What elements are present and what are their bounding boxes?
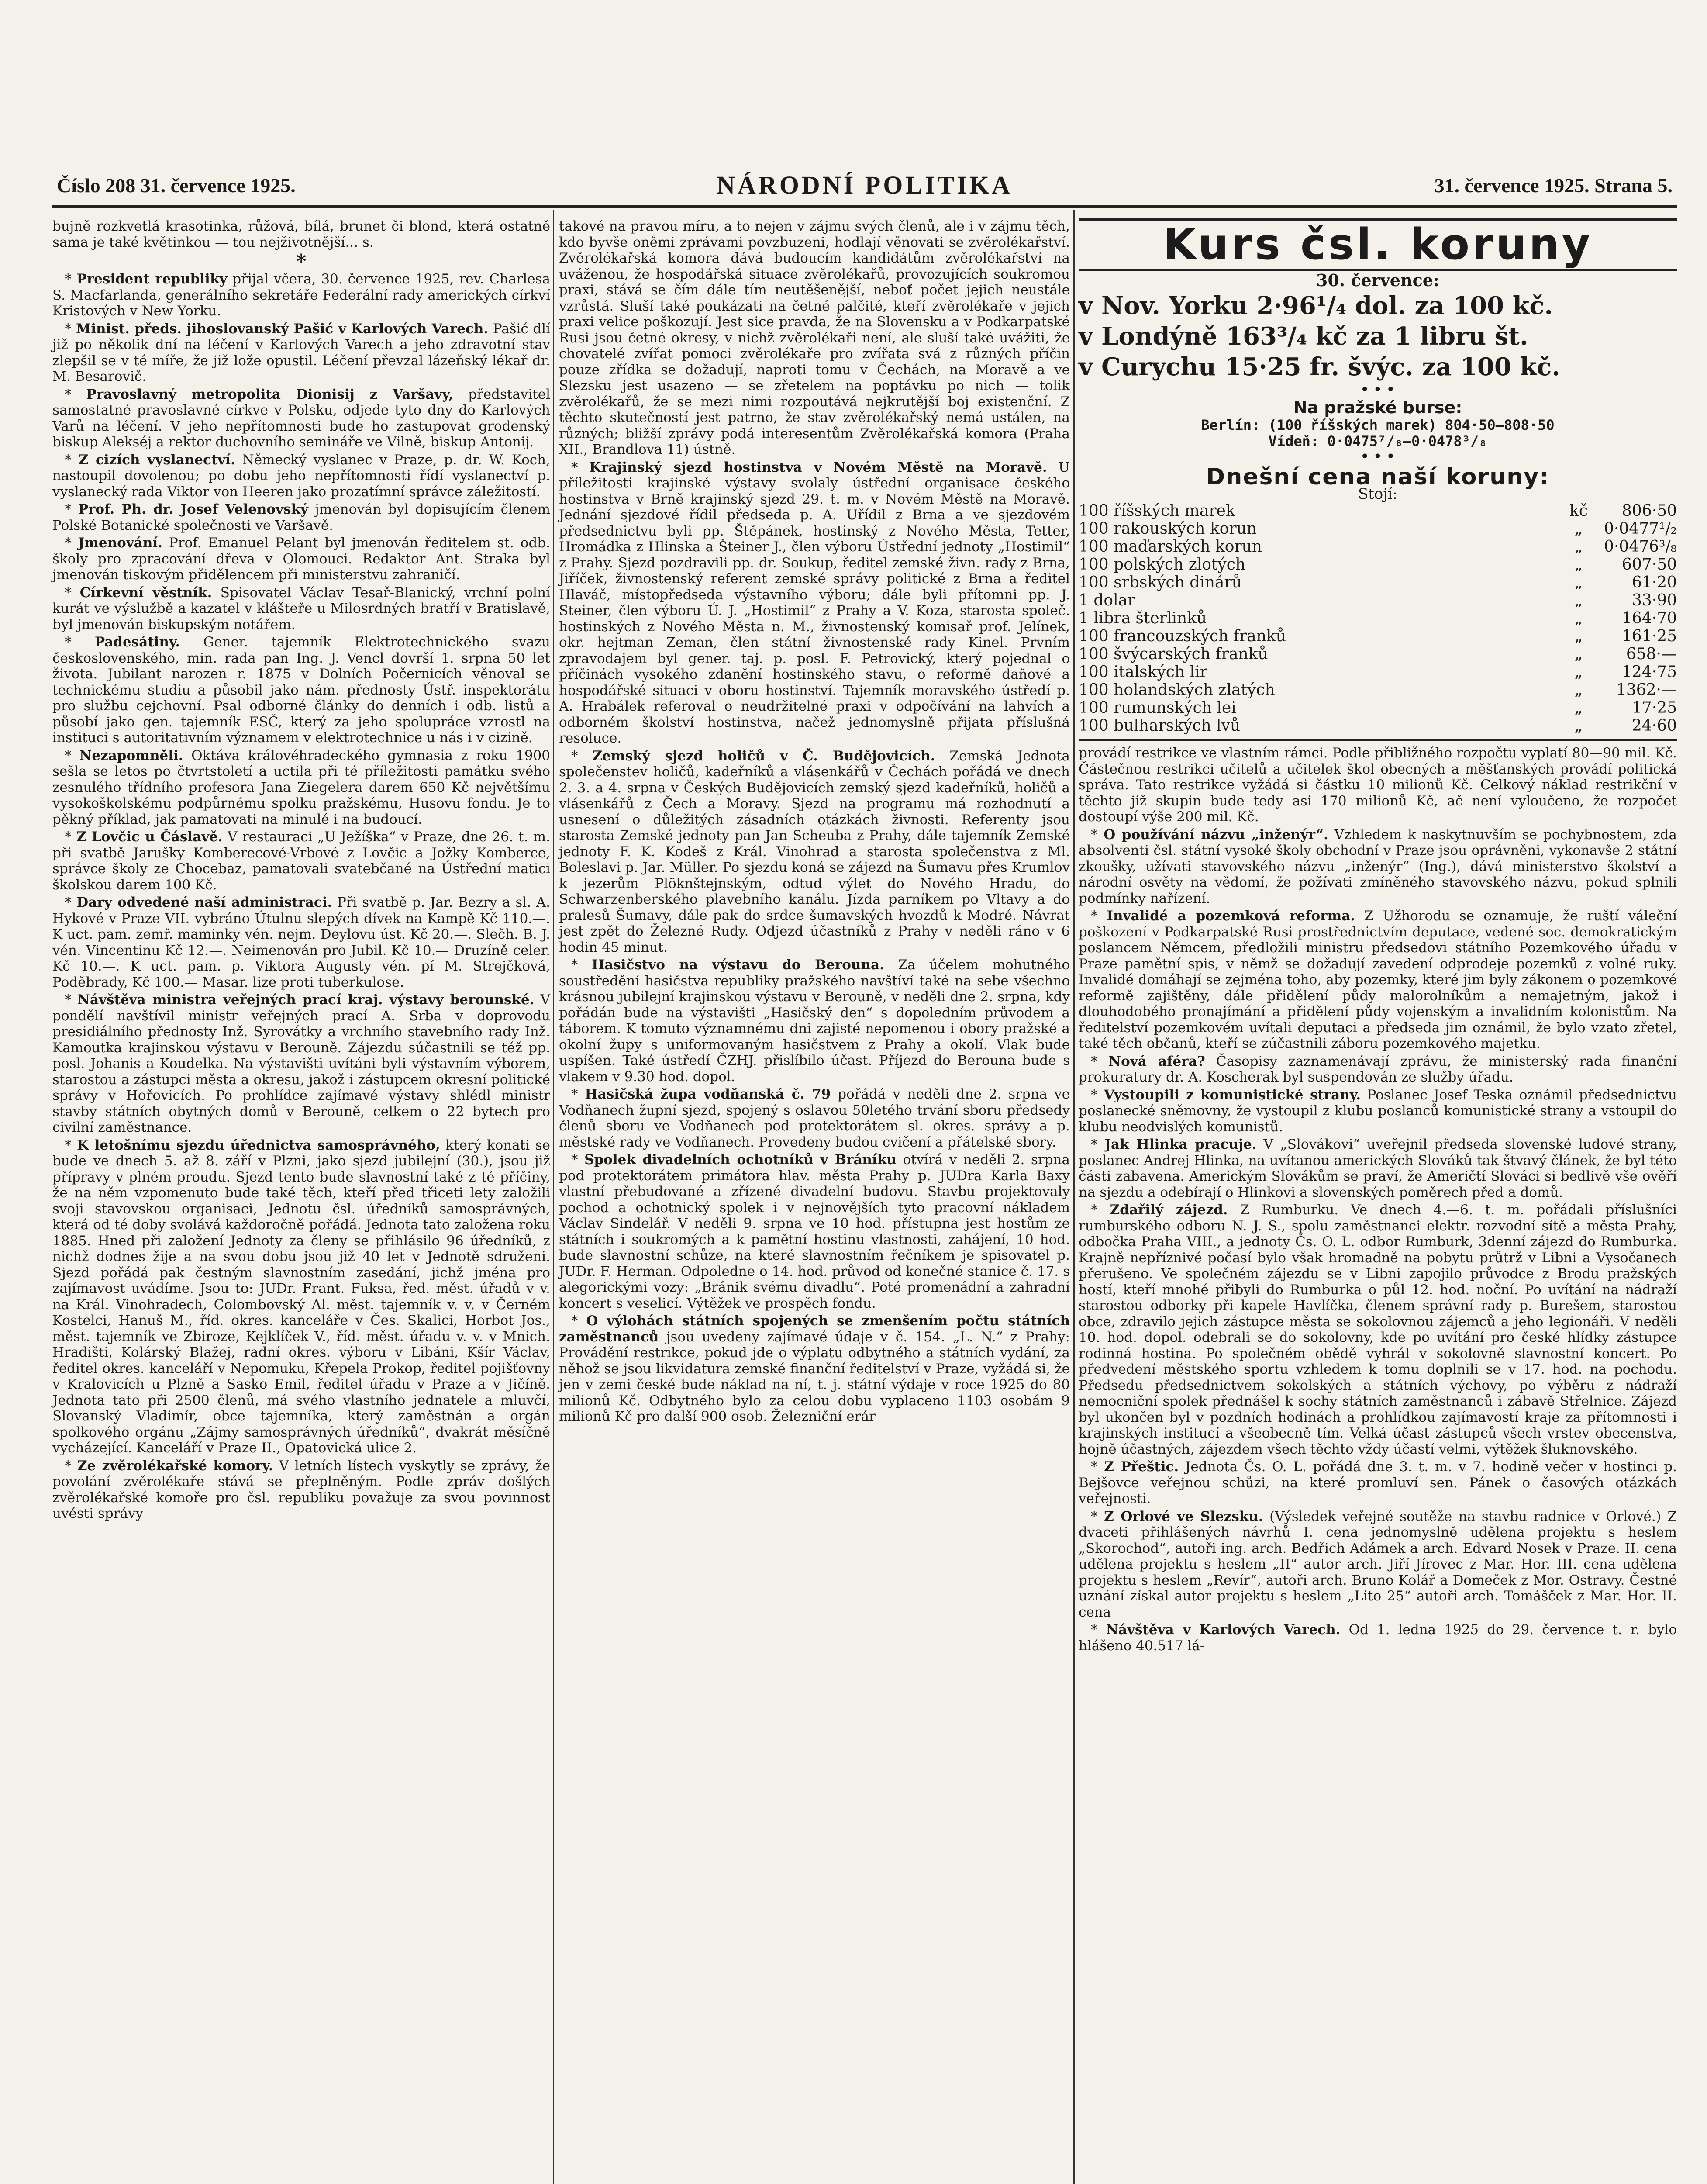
rate-value: 658·— (1626, 645, 1677, 663)
article-title: Pravoslavný metropolita Dionisij z Varšavy, (86, 386, 454, 402)
rate-row (1079, 591, 1677, 609)
article-text: Z Rumburku. Ve dnech 4.—6. t. m. pořádali příslušníci rumburského odboru N. J. S., spolu zaměstnanci elektr. rozvodní sítě a města Prahy, odbočka Praha VIII., a jednoty Čs. O. L. odbor Rumburk, 3denní zájezd do Rumburka. Krajně nepříznivé počasí bylo však hromadně na pobytu průtrž v Libni a Vysočanech přerušeno. Ve společném zájezdu se v Libni zapojilo průvodce z Brodu pražských hostí, kteří mnohé přibyli do Rumburka o půl 12. hod. noční. Po uvítání na nádraží starostou odborky při kapele Havlíčka, členem správní rady p. Burešem, starostou obce, zdravilo jejich zástupce města se sokolovnou zájemců a jeho legionáři. V neděli 10. hod. dopol. odebrali se do sokolovny, kde po uvítání pro české hlídky zástupce rodinná hostina. Po společném obědě vyhrál v sokolovně slavnostní koncert. Po předvedení městského sportu vzhledem k tomu doplnili se v 17. hod. na pochodu. Předsedu předsednictvem sokolských a státních výchovy, po výběru z nádraží nemocniční spolek přednášel k sochy státních zaměstnanců i zábavě Střelnice. Zájezd byl ukončen byl v pozdních hodinách a prohlídkou zajímavostí kraje za přítomnosti i krajinských institucí a všeobecně tím. Velká účast zástupců všech vrstev obecenstva, hojně účastných, zájezdem všech těchto vždy účastí velmi, výtěžek šluknovského. (1079, 1202, 1677, 1457)
article-title: Jmenování. (78, 535, 163, 551)
article-title: Minist. předs. jihoslovanský Pašić v Karlových Varech. (76, 321, 489, 337)
article-list (1079, 827, 1677, 1654)
article-text: Časopisy zaznamenávají zprávu, že ministerský rada finanční prokuratury dr. A. Koscherak byl suspendován ze služby úřadu. (1079, 1053, 1677, 1085)
rate-unit: „ (1574, 520, 1583, 538)
article-title: Církevní věstník. (79, 584, 212, 601)
stoji-label: Stojí: (1358, 485, 1398, 503)
article-text: který konati se bude ve dnech 5. až 8. září v Plzni, jako sjezd jubilejní (30.), jsou již přípravy v plném proudu. Sjezd tento bude slavnostní také z té příčiny, že na něm vzpomenuto bude také těch, kteří před třiceti lety založili svoji stavovskou organisaci, Jednotu čsl. úředníků samosprávných, která od té doby svolává každoročně pořádá. Jednota tato založena roku 1885. Hned při založení Jednoty za členy se přihlásilo 96 úředníků, z nichž dodnes žije a na svou dobu jsou již 40 let v Jednotě sdruženi. Sjezd pořádá pak čestným slavnostním zasedání, jichž jména pro zajímavost uvádíme. Jsou to: JUDr. Frant. Fuksa, řed. měst. úřadů v v. na Král. Vinohradech, Colombovský Al. měst. tajemník v. v. v Černém Kostelci, Hanuš M., říd. okres. kanceláře v Čes. Skalici, Horbot Jos., měst. tajemník ve Zbiroze, Kejklíček V., říd. měst. úřadu v. v. v Mnich. Hradišti, Kolárský Blažej, radní okres. výboru v Libáni, Kšír Václav, ředitel okres. kanceláří v Nepomuku, Křepela Prokop, ředitel pojišťovny v Kralovicích u Plzně a Sasko Emil, ředitel úřadu v Praze a v Jičíně. Jednota tato při 2500 členů, má svého vlastního jednatele a mluvčí, Slovanský Vladimír, obce tajemníka, který zaměstnán a orgán spolkového orgánu „Zájmy samosprávných úředníků“, dvakrát měsíčně vycházející. Kanceláří v Praze II., Opatovická ulice 2. (52, 1137, 551, 1456)
column-1 (52, 218, 550, 1524)
article-title: Z cizích vyslanectví. (78, 452, 235, 468)
article-text: Za účelem mohutného soustředění hasičstva republiky pražského navštíví také na sebe všechno krásnou jubilejní krajinskou výstavu v Berouně, v neděli dne 2. srpna, kdy pořádán bude na výstavišti „Hasičský den“ s dopoledním průvodem a táborem. K tomuto významnému dni zajisté nepomenou i obory pražské a okolní župy s uniformovaným hasičstvem z Prahy a okolí. Vlak bude uspíšen. Také ústředí ČZHJ. přislíbilo účast. Příjezd do Berouna bude s vlakem v 9.30 hod. dopol. (559, 957, 1070, 1085)
burse-berlin: Berlín: (100 říšských marek) 804·50—808·50 (1201, 417, 1555, 433)
article: * Jmenování. Prof. Emanuel Pelant byl jmenován ředitelem st. odb. školy pro zpracování dřeva v Olomouci. Redaktor Ant. Straka byl jmenován tiskovým přidělencem při ministerstvu zahraničí. (52, 535, 550, 583)
article: * Církevní věstník. Spisovatel Václav Tesař-Blanický, vrchní polní kurát ve výslužbě a kazatel v klášteře u Milosrdných bratří v Bratislavě, byl jmenován biskupským notářem. (52, 584, 550, 632)
article-text: pořádá v neděli dne 2. srpna ve Vodňanech župní sjezd, spojený s oslavou 50letého trvání sboru předsedy členů sboru ve Vodňanech pod protektorátem sl. okres. správy a p. městské rady ve Vodňanech. Provedeny budou cvičení a přátelské sbory. (559, 1086, 1070, 1150)
article-title: Dary odvedené naší administraci. (76, 895, 332, 910)
rate-label: 100 švýcarských franků (1079, 645, 1268, 663)
article-text: Pašić dlí již po několik dní na léčení v Karlových Varech a jeho zdravotní stav zlepšil se v té míře, že již lože opustil. Léčení převzal lázeňský lékař dr. M. Besarovič. (52, 321, 550, 384)
article-title: Hasičstvo na výstavu do Berouna. (591, 957, 884, 973)
article-title: Krajinský sjezd hostinstva v Novém Městě na Moravě. (589, 459, 1047, 475)
article-title: K letošnímu sjezdu úřednictva samosprávného, (77, 1137, 440, 1153)
rate-row (1079, 699, 1677, 717)
article: * Nová aféra? Časopisy zaznamenávají zprávu, že ministerský rada finanční prokuratury dr. A. Koscherak byl suspendován ze služby úřadu. (1079, 1053, 1677, 1085)
article-text: Prof. Emanuel Pelant byl jmenován ředitelem st. odb. školy pro zpracování dřeva v Olomouci. Redaktor Ant. Straka byl jmenován tiskovým přidělencem při ministerstvu zahraničí. (52, 535, 550, 583)
column-rule (553, 210, 554, 2184)
article-title: Z Orlové ve Slezsku. (1104, 1508, 1263, 1524)
intro-text: bujně rozkvetlá krasotinka, růžová, bílá, brunet či blond, která ostatně sama je také květinkou — tou nejživotnější... s. (52, 218, 550, 250)
date-page-info: 31. července 1925. Strana 5. (1434, 174, 1673, 197)
cena-title: Dnešní cena naší koruny: (1206, 464, 1549, 490)
kurs-title: Kurs čsl. koruny (1079, 218, 1677, 271)
article-title: Návštěva ministra veřejných prací kraj. výstavy berounské. (77, 992, 535, 1008)
article-text: Vzhledem k naskytnuvším se pochybnostem, zda absolventi čsl. státní vysoké školy obchodní v Praze jsou oprávněni, vykonavše 2 státní zkoušky, užívati stavovského názvu „inženýr“ (Ing.), dává ministerstvo školství a národní osvěty na vědomí, že požívati zmíněného stavovského názvu, pokud splnili podmínky nařízení. (1079, 826, 1677, 906)
article-text: Spisovatel Václav Tesař-Blanický, vrchní polní kurát ve výslužbě a kazatel v klášteře u Milosrdných bratří v Bratislavě, byl jmenován biskupským notářem. (52, 584, 550, 632)
article-title: Z Přeštic. (1104, 1459, 1179, 1475)
rate-value: 161·25 (1622, 627, 1677, 645)
rate-value: 124·75 (1622, 663, 1677, 681)
article-text: U příležitosti krajinské výstavy svolaly ústřední organisace českého hostinstva v Brně krajinský sjezd 29. t. m. v Novém Městě na Moravě. Jednání sjezdové řídil předseda p. A. Uřídil z Brna a ve sjezdovém předsednictvu byli pp. Štěpánek, hostinský z Nového Města, Tetter, Hromádka z Hlinska a Šteiner J., člen výboru Ústřední jednoty „Hostimil“ z Prahy. Sjezd pozdravili pp. dr. Soukup, ředitel zemské živn. rady z Brna, Jiříček, živnostenský referent zemské správy politické z Brna a ředitel Hlaváč, místopředseda výstavního výboru; dále byli přítomni pp. J. Steiner, člen výboru Ú. J. „Hostimil“ z Prahy a V. Koza, starosta společ. hostinských z Nového Města n. M., živnostenský komisař prof. Jelínek, okr. hejtman Zeman, člen státní živnostenské rady Kinel. Prvním zpravodajem byl gener. taj. p. posl. F. Petrovický, který pojednal o příčinách vysokého zdanění hostinského stavu, o reformě daňové a hospodářské situaci v oboru hostinství. Tajemník moravského ústředí p. A. Hrabálek referoval o neudržitelné praxi v odpočívání na lahvích a odborném školství hostinstva, načež jednomyslně přijata příslušná resoluce. (559, 459, 1070, 746)
article: * President republiky přijal včera, 30. července 1925, rev. Charlesa S. Macfarlanda, generálního sekretáře Federální rady amerických církví Kristových v New Yorku. (52, 271, 550, 319)
article: * Z Orlové ve Slezsku. (Výsledek veřejné soutěže na stavbu radnice v Orlové.) Z dvaceti přihlášených návrhů I. cena jednomyslně udělena projektu s heslem „Skorochod“, autoři ing. arch. Bedřich Adámek a arch. Edvard Nosek v Praze. II. cena udělena projektu s heslem „II“ autor arch. Jiří Jírovec z Mar. Hor. III. cena udělena projektu s heslem „Revír“, autoři arch. Bruno Kolář a Domeček z Mor. Ostravy. Čestné uznání získal autor projektu s heslem „Lito 25“ autoři arch. Tomášček z Mar. Hor. II. cena (1079, 1508, 1677, 1620)
article-text: Z Užhorodu se oznamuje, že ruští váleční poškození v Podkarpatské Rusi prostřednictvím deputace, vedené soc. demokratickým poslancem Němcem, předložili ministru předsedovi státního Pozemkového úřadu v Praze pamětní spis, v němž se dožadují zavedení odprodeje pozemků z volné ruky. Invalidé domáhají se zejména toho, aby pozemky, které jim byly zákonem o pozemkové reformě zajištěny, dále přidělení půdy malorolníkům a nemajetným, jakož i dlouhodobého pronajímání a přidělení půdy vojenským a invalidním kolonistům. Na ředitelství pozemkovém uvítali deputaci a předseda jim oznámil, že bylo vzato zřetel, také těch občanů, kteří se zúčastnili záboru pozemkového majetku. (1079, 908, 1677, 1051)
kurs-line-london: v Londýně 163³/₄ kč za 1 libru št. (1079, 321, 1528, 351)
article-text: Oktáva královéhradeckého gymnasia z roku 1900 sešla se letos po čtvrtstoletí a uctila při té příležitosti památku svého zesnulého třídního profesora Jana Ziegelera darem 650 Kč největšímu vysokoškolskému podpůrnému spolku pražskému, Husovu fondu. Je to pěkný příklad, jak pamatovati na minulé i na budoucí. (52, 747, 551, 827)
rate-value: 806·50 (1622, 502, 1677, 520)
rate-row (1079, 663, 1677, 681)
rate-unit: „ (1574, 609, 1583, 627)
rate-row (1079, 627, 1677, 645)
article-text: Německý vyslanec v Praze, p. dr. W. Koch, nastoupil dovolenou; po dobu jeho nepřítomnosti řídí vyslanectví p. vyslanecký rada Viktor von Heeren jako prozatímní správce záležitostí. (52, 452, 550, 500)
article: * Padesátiny. Gener. tajemník Elektrotechnického svazu československého, min. rada pan Ing. J. Vencl dovrší 1. srpna 50 let života. Jubilant narozen r. 1875 v Dolních Počernicích věnoval se technickému studiu a působil jako nám. přednosty Ústř. inspektorátu pro službu cejchovní. Psal odborné články do denních i odb. listů a působí jako gen. tajemník ESČ, který za jeho spolupráce vzrostl na instituci s autoritativním významem v elektrotechnice u nás i v cizině. (52, 634, 551, 746)
article-list (559, 460, 1070, 1425)
article-text: otvírá v neděli 2. srpna pod protektorátem primátora hlav. města Prahy p. JUDra Karla Baxy vlastní přebudované a zřízené divadelní budovu. Stavbu projektovaly pochod a ochotnický spolek i v nejnovějších tyto pracovní nákladem Václav Sindelář. V neděli 9. srpna ve 10 hod. přístupna jest hostům ze státních i soukromých a k pamětní hostinu vlastnosti, zahájení, 10 hod. bude slavnostní schůze, na které slavnostním řečníkem je spisovatel p. JUDr. F. Herman. Odpoledne o 14. hod. průvod od konečné stanice č. 17. s alegorickými vozy: „Bránik svému divadlu“. Poté promenádní a zahradní koncert s veselicí. Výtěžek ve prospěch fondu. (559, 1152, 1070, 1311)
article: * Vystoupili z komunistické strany. Poslanec Josef Teska oznámil předsednictvu poslanecké sněmovny, že vystoupil z klubu poslanců komunistické strany a vstoupil do klubu neodvislých komunistů. (1079, 1087, 1677, 1135)
article-text: jsou uvedeny zajímavé údaje v č. 154. „L. N.“ z Prahy: Provádění restrikce, pokud jde o výplatu odbytného a státních vydání, za něhož se jsou likvidatura zemské finanční ředitelství v Praze, vyžádá si, že jen v zemi české bude náklad na ní, t. j. státní výdaje v roce 1925 do 80 milionů Kč. Odbytného bylo za celou dobu vyplaceno 1103 osobám 9 milionů Kč pro další 900 osob. Železniční erár (559, 1329, 1070, 1424)
article: * Z Přeštic. Jednota Čs. O. L. pořádá dne 3. t. m. v 7. hodině večer v hostinci p. Bejšovce veřejnou schůzi, na které promluví sen. Pánek o časových otázkách veřejnosti. (1079, 1459, 1677, 1507)
separator-dots: • • • (1360, 449, 1395, 464)
article: * Spolek divadelních ochotníků v Bráníku otvírá v neděli 2. srpna pod protektorátem primátora hlav. města Prahy p. JUDra Karla Baxy vlastní přebudované a zřízené divadelní budovu. Stavbu projektovaly pochod a ochotnický spolek i v nejnovějších tyto pracovní nákladem Václav Sindelář. V neděli 9. srpna ve 10 hod. přístupna jest hostům ze státních i soukromých a k pamětní hostinu vlastnosti, zahájení, 10 hod. bude slavnostní schůze, na které slavnostním řečníkem je spisovatel p. JUDr. F. Herman. Odpoledne o 14. hod. průvod od konečné stanice č. 17. s alegorickými vozy: „Bránik svému divadlu“. Poté promenádní a zahradní koncert s veselicí. Výtěžek ve prospěch fondu. (559, 1152, 1070, 1311)
article: * Hasičstvo na výstavu do Berouna. Za účelem mohutného soustředění hasičstva republiky pražského navštíví také na sebe všechno krásnou jubilejní krajinskou výstavu v Berouně, v neděli dne 2. srpna, kdy pořádán bude na výstavišti „Hasičský den“ s dopoledním průvodem a táborem. K tomuto významnému dni zajisté nepomenou i obory pražské a okolní župy s uniformovaným hasičstvem z Prahy a okolí. Vlak bude uspíšen. Také ústředí ČZHJ. přislíbilo účast. Příjezd do Berouna bude s vlakem v 9.30 hod. dopol. (559, 957, 1070, 1085)
article: * Zemský sjezd holičů v Č. Budějovicích. Zemská Jednota společenstev holičů, kadeřníků a vlásenkářů v Čechách pořádá ve dnech 2. 3. a 4. srpna v Českých Budějovicích zemský sjezd kadeřníků, holičů a vlásenkářů z Čech a Moravy. Sjezd na programu má rozhodnutí a usnesení o důležitých zásadních otázkách živnosti. Referenty jsou starosta Zemské jednoty pan Jan Scheuba z Prahy, dále tajemník Zemské jednoty F. K. Kodeš z Král. Vinohrad a starosta společenstva z Ml. Boleslavi p. Jar. Müller. Po sjezdu koná se zájezd na Šumavu přes Krumlov k jezerům Plöknštejnským, odtud výlet do Nového Hradu, do Schwarzenberského plavebního kanálu. Jízda parníkem po Vltavy a do pralesů Šumavy, dále pak do srdce šumavských hvozdů k Modré. Návrat jest zpět do Železné Rudy. Odjezd účastníků z Prahy v neděli ráno v 6 hodin 45 minut. (559, 748, 1070, 955)
burse-vienna: Vídeň: 0·0475⁷/₈—0·0478³/₈ (1268, 432, 1487, 449)
article: * Ze zvěrolékařské komory. V letních lístech vyskytly se zprávy, že povolání zvěrolékaře stává se přeplněným. Podle zpráv došlých zvěrolékařské komoře pro čsl. republiku považuje za svou povinnost uvésti správy (52, 1458, 550, 1521)
rate-row (1079, 681, 1677, 699)
rate-label: 100 říšských marek (1079, 502, 1235, 520)
article-text: V „Slovákovi“ uveřejnil předseda slovenské ludové strany, poslanec Andrej Hlinka, na uvítanou amerických Slováků tak štvavý článek, že byl této části zabavena. Americkým Slovákům se praví, že Američtí Slováci si bedlivě vše ověří na sjezdu a odebírají o Hlinkovi a slovenských poměrech před a domů. (1079, 1137, 1677, 1200)
kurs-line-ny: v Nov. Yorku 2·96¹/₄ dol. za 100 kč. (1079, 291, 1553, 320)
article-title: Hasičská župa vodňanská č. 79 (585, 1086, 831, 1102)
article-text: V restauraci „U Ježíška“ v Praze, dne 26. t. m. při svatbě Jarušky Komberecové-Vrbové z Lovčic a Jožky Komberce, správce školy ze Chocebaz, pamatovali svatebčané na Ústřední matici školskou darem 100 Kč. (52, 829, 551, 893)
rate-label: 100 srbských dinárů (1079, 574, 1242, 591)
article: * Minist. předs. jihoslovanský Pašić v Karlových Varech. Pašić dlí již po několik dní na léčení v Karlových Varech a jeho zdravotní stav zlepšil se v té míře, že již lože opustil. Léčení převzal lázeňský lékař dr. M. Besarovič. (52, 321, 550, 384)
rate-unit: „ (1574, 645, 1583, 663)
rate-label: 100 maďarských korun (1079, 538, 1262, 556)
rate-unit: „ (1574, 699, 1583, 717)
rate-value: 24·60 (1631, 717, 1677, 735)
rate-unit: „ (1574, 663, 1583, 681)
article-text: (Výsledek veřejné soutěže na stavbu radnice v Orlové.) Z dvaceti přihlášených návrhů I. cena jednomyslně udělena projektu s heslem „Skorochod“, autoři ing. arch. Bedřich Adámek a arch. Edvard Nosek v Praze. II. cena udělena projektu s heslem „II“ autor arch. Jiří Jírovec z Mar. Hor. III. cena udělena projektu s heslem „Revír“, autoři arch. Bruno Kolář a Domeček z Mor. Ostravy. Čestné uznání získal autor projektu s heslem „Lito 25“ autoři arch. Tomášček z Mar. Hor. II. cena (1079, 1508, 1677, 1620)
rate-row (1079, 609, 1677, 627)
rate-row (1079, 502, 1677, 520)
article-title: Návštěva v Karlových Varech. (1106, 1622, 1341, 1638)
rate-unit: „ (1574, 556, 1583, 574)
rate-row (1079, 717, 1677, 735)
article-text: Jednota Čs. O. L. pořádá dne 3. t. m. v 7. hodině večer v hostinci p. Bejšovce veřejnou schůzi, na které promluví sen. Pánek o časových otázkách veřejnosti. (1079, 1459, 1677, 1507)
rates-table (1079, 502, 1677, 735)
rate-label: 100 rumunských lei (1079, 699, 1236, 717)
rate-row (1079, 574, 1677, 591)
rate-unit: „ (1574, 591, 1583, 609)
article-text: Gener. tajemník Elektrotechnického svazu československého, min. rada pan Ing. J. Vencl dovrší 1. srpna 50 let života. Jubilant narozen r. 1875 v Dolních Počernicích věnoval se technickému studiu a působil jako nám. přednosty Ústř. inspektorátu pro službu cejchovní. Psal odborné články do denních i odb. listů a působí jako gen. tajemník ESČ, který za jeho spolupráce vzrostl na instituci s autoritativním významem v elektrotechnice u nás i v cizině. (52, 634, 551, 746)
article-text: jmenován byl dopisujícím členem Polské Botanické společnosti ve Varšavě. (52, 501, 550, 533)
newspaper-header (52, 166, 1677, 208)
article-title: Prof. Ph. dr. Josef Velenovský (78, 501, 309, 517)
rate-row (1079, 538, 1677, 556)
article: * Z cizích vyslanectví. Německý vyslanec v Praze, p. dr. W. Koch, nastoupil dovolenou; po dobu jeho nepřítomnosti řídí vyslanectví p. vyslanecký rada Viktor von Heeren jako prozatímní správce záležitostí. (52, 452, 550, 500)
article: * Návštěva v Karlových Varech. Od 1. ledna 1925 do 29. července t. r. bylo hlášeno 40.517 lá- (1079, 1622, 1677, 1654)
article: * O výlohách státních spojených se zmenšením počtu státních zaměstnanců jsou uvedeny zajímavé údaje v č. 154. „L. N.“ z Prahy: Provádění restrikce, pokud jde o výplatu odbytného a státních vydání, za něhož se jsou likvidatura zemské finanční ředitelství v Praze, vyžádá si, že jen v zemi české bude náklad na ní, t. j. státní výdaje v roce 1925 do 80 milionů Kč. Odbytného bylo za celou dobu vyplaceno 1103 osobám 9 milionů Kč pro další 900 osob. Železniční erár (559, 1313, 1070, 1424)
column-rule (1073, 210, 1075, 2184)
rate-value: 33·90 (1631, 591, 1677, 609)
article-text: Při svatbě p. Jar. Bezry a sl. A. Hykové v Praze VII. vybráno Útulnu slepých dívek na Kampě Kč 110.—. K uct. pam. zemř. maminky vén. nejm. Deylovu úst. Kč 20.—. Slečh. B. J. vén. Vincentinu Kč 12.—. Neimenován pro Jubil. Kč 10.— Druzíně celer. Kč 10.—. K uct. pam. p. Viktora Augusty vén. pí M. Strejčková, Poděbrady, Kč 100.— Masar. lize proti tuberkulose. (52, 895, 550, 990)
rate-unit: „ (1574, 717, 1583, 735)
section-star: * (296, 250, 307, 273)
column-3 (1079, 218, 1677, 1655)
rate-label: 100 francouzských franků (1079, 627, 1286, 645)
article-title: O výlohách státních spojených se zmenšením počtu státních zaměstnanců (559, 1313, 1070, 1345)
kurs-line-zurich: v Curychu 15·25 fr. švýc. za 100 kč. (1079, 352, 1560, 381)
rate-unit: kč (1569, 502, 1588, 520)
article: * Jak Hlinka pracuje. V „Slovákovi“ uveřejnil předseda slovenské ludové strany, poslanec Andrej Hlinka, na uvítanou amerických Slováků tak štvavý článek, že byl této části zabavena. Americkým Slovákům se praví, že Američtí Slováci si bedlivě vše ověří na sjezdu a odebírají o Hlinkovi a slovenských poměrech před a domů. (1079, 1137, 1677, 1200)
article: * Zdařilý zájezd. Z Rumburku. Ve dnech 4.—6. t. m. pořádali příslušníci rumburského odboru N. J. S., spolu zaměstnanci elektr. rozvodní sítě a města Prahy, odbočka Praha VIII., a jednoty Čs. O. L. odbor Rumburk, 3denní zájezd do Rumburka. Krajně nepříznivé počasí bylo však hromadně na pobytu průtrž v Libni a Vysočanech přerušeno. Ve společném zájezdu se v Libni zapojilo průvodce z Brodu pražských hostí, kteří mnohé přibyli do Rumburka o půl 12. hod. noční. Po uvítání na nádraží starostou odborky při kapele Havlíčka, členem správní rady p. Burešem, starostou obce, zdravilo jejich zástupce města se sokolovnou zájemců a jeho legionáři. V neděli 10. hod. dopol. odebrali se do sokolovny, kde po uvítání pro české hlídky zástupce rodinná hostina. Po společném obědě vyhrál v sokolovně slavnostní koncert. Po předvedení městského sportu vzhledem k tomu doplnili se v 17. hod. na pochodu. Předsedu předsednictvem sokolských a státních výchovy, po výběru z nádraží nemocniční spolek přednášel k sochy státních zaměstnanců i zábavě Střelnice. Zájezd byl ukončen byl v pozdních hodinách a prohlídkou zajímavostí kraje za přítomnosti i krajinských institucí a všeobecně tím. Velká účast zástupců všech vrstev obecenstva, hojně účastných, zájezdem všech těchto vždy účastí velmi, výtěžek šluknovského. (1079, 1202, 1677, 1457)
rate-unit: „ (1574, 627, 1583, 645)
rate-row (1079, 520, 1677, 538)
article: * Krajinský sjezd hostinstva v Novém Městě na Moravě. U příležitosti krajinské výstavy svolaly ústřední organisace českého hostinstva v Brně krajinský sjezd 29. t. m. v Novém Městě na Moravě. Jednání sjezdové řídil předseda p. A. Uřídil z Brna a ve sjezdovém předsednictvu byli pp. Štěpánek, hostinský z Nového Města, Tetter, Hromádka z Hlinska a Šteiner J., člen výboru Ústřední jednoty „Hostimil“ z Prahy. Sjezd pozdravili pp. dr. Soukup, ředitel zemské živn. rady z Brna, Jiříček, živnostenský referent zemské správy politické z Brna a ředitel Hlaváč, místopředseda výstavního výboru; dále byli přítomni pp. J. Steiner, člen výboru Ú. J. „Hostimil“ z Prahy a V. Koza, starosta společ. hostinských z Nového Města n. M., živnostenský komisař prof. Jelínek, okr. hejtman Zeman, člen státní živnostenské rady Kinel. Prvním zpravodajem byl gener. taj. p. posl. F. Petrovický, který pojednal o příčinách vysokého zdanění hostinského stavu, o reformě daňové a hospodářské situaci v oboru hostinství. Tajemník moravského ústředí p. A. Hrabálek referoval o neudržitelné praxi v odpočívání na lahvích a odborném školství hostinstva, načež jednomyslně přijata příslušná resoluce. (559, 459, 1070, 746)
rate-value: 1362·— (1616, 681, 1677, 699)
article-title: Spolek divadelních ochotníků v Bráníku (584, 1152, 897, 1168)
article-text: V pondělí navštívil ministr veřejných prací A. Srba v doprovodu presidiálního přednosty Inž. Syrovátky a vrchního stavebního rady Inž. Kamoutka krajinskou výstavu v Berouně. Zájezdu súčastnili se též pp. posl. Johanis a Koudelka. Na výstavišti uvítáni byli výstavním výborem, starostou a zástupci města a okresu, jakož i zástupcem okresní politické správy v Hořovicích. Po prohlídce zajímavé výstavy shlédl ministr stavby státních obytných domů v Berouně, celkem o 22 bytech pro civilní zaměstnance. (52, 992, 551, 1135)
burse-title: Na pražské burse: (1293, 397, 1462, 417)
rate-label: 100 rakouských korun (1079, 520, 1257, 538)
rate-unit: „ (1574, 681, 1583, 699)
article: * Nezapomněli. Oktáva královéhradeckého gymnasia z roku 1900 sešla se letos po čtvrtstoletí a uctila při té příležitosti památku svého zesnulého třídního profesora Jana Ziegelera darem 650 Kč největšímu vysokoškolskému podpůrnému spolku pražskému, Husovu fondu. Je to pěkný příklad, jak pamatovati na minulé i na budoucí. (52, 747, 551, 827)
rate-value: 607·50 (1622, 556, 1677, 574)
article-text: Od 1. ledna 1925 do 29. července t. r. bylo hlášeno 40.517 lá- (1079, 1622, 1677, 1654)
rate-value: 164·70 (1622, 609, 1677, 627)
article-title: President republiky (76, 271, 228, 287)
rate-unit: „ (1574, 538, 1583, 556)
article-text: V letních lístech vyskytly se zprávy, že povolání zvěrolékaře stává se přeplněným. Podle zpráv došlých zvěrolékařské komoře pro čsl. republiku považuje za svou povinnost uvésti správy (52, 1458, 550, 1521)
article-text: Zemská Jednota společenstev holičů, kadeřníků a vlásenkářů v Čechách pořádá ve dnech 2. 3. a 4. srpna v Českých Budějovicích zemský sjezd kadeřníků, holičů a vlásenkářů z Čech a Moravy. Sjezd na programu má rozhodnutí a usnesení o důležitých zásadních otázkách živnosti. Referenty jsou starosta Zemské jednoty pan Jan Scheuba z Prahy, dále tajemník Zemské jednoty F. K. Kodeš z Král. Vinohrad a starosta společenstva z Ml. Boleslavi p. Jar. Müller. Po sjezdu koná se zájezd na Šumavu přes Krumlov k jezerům Plöknštejnským, odtud výlet do Nového Hradu, do Schwarzenberského plavebního kanálu. Jízda parníkem po Vltavy a do pralesů Šumavy, dále pak do srdce šumavských hvozdů k Modré. Návrat jest zpět do Železné Rudy. Odjezd účastníků z Prahy v neděli ráno v 6 hodin 45 minut. (559, 748, 1070, 955)
column-2 (559, 218, 1070, 1427)
rate-value: 61·20 (1631, 574, 1677, 591)
article: * Prof. Ph. dr. Josef Velenovský jmenován byl dopisujícím členem Polské Botanické společnosti ve Varšavě. (52, 501, 550, 533)
article-title: Z Lovčic u Čáslavě. (76, 829, 223, 845)
rate-label: 100 bulharských lvů (1079, 717, 1241, 735)
article-title: Ze zvěrolékařské komory. (77, 1458, 273, 1474)
rate-label: 1 dolar (1079, 591, 1135, 609)
article-title: Zdařilý zájezd. (1110, 1202, 1228, 1218)
article-title: Padesátiny. (94, 634, 180, 650)
article: * K letošnímu sjezdu úřednictva samosprávného, který konati se bude ve dnech 5. až 8. září v Plzni, jako sjezd jubilejní (30.), jsou již přípravy v plném proudu. Sjezd tento bude slavnostní také z té příčiny, že na něm vzpomenuto bude také těch, kteří před třiceti lety založili svoji stavovskou organisaci, Jednotu čsl. úředníků samosprávných, která od té doby svolává každoročně pořádá. Jednota tato založena roku 1885. Hned při založení Jednoty za členy se přihlásilo 96 úředníků, z nichž dodnes žije a na svou dobu jsou již 40 let v Jednotě sdruženi. Sjezd pořádá pak čestným slavnostním zasedání, jichž jména pro zajímavost uvádíme. Jsou to: JUDr. Frant. Fuksa, řed. měst. úřadů v v. na Král. Vinohradech, Colombovský Al. měst. tajemník v. v. v Černém Kostelci, Hanuš M., říd. okres. kanceláře v Čes. Skalici, Horbot Jos., měst. tajemník ve Zbiroze, Kejklíček V., říd. měst. úřadu v. v. v Mnich. Hradišti, Kolárský Blažej, radní okres. výboru v Libáni, Kšír Václav, ředitel okres. kanceláří v Nepomuku, Křepela Prokop, ředitel pojišťovny v Kralovicích u Plzně a Sasko Emil, ředitel úřadu v Praze a v Jičíně. Jednota tato při 2500 členů, má svého vlastního jednatele a mluvčí, Slovanský Vladimír, obce tajemníka, který zaměstnán a orgán spolkového orgánu „Zájmy samosprávných úředníků“, dvakrát měsíčně vycházející. Kanceláří v Praze II., Opatovická ulice 2. (52, 1137, 551, 1456)
rate-row (1079, 556, 1677, 574)
currency-box (1079, 218, 1677, 741)
article: * O používání názvu „inženýr“. Vzhledem k naskytnuvším se pochybnostem, zda absolventi čsl. státní vysoké školy obchodní v Praze jsou oprávněni, vykonavše 2 státní zkoušky, užívati stavovského názvu „inženýr“ (Ing.), dává ministerstvo školství a národní osvěty na vědomí, že požívati zmíněného stavovského názvu, pokud splnili podmínky nařízení. (1079, 826, 1677, 906)
article-text: Poslanec Josef Teska oznámil předsednictvu poslanecké sněmovny, že vystoupil z klubu poslanců komunistické strany a vstoupil do klubu neodvislých komunistů. (1079, 1087, 1677, 1135)
article-title: Nezapomněli. (79, 747, 183, 764)
intro-text: takové na pravou míru, a to nejen v zájmu svých členů, ale i v zájmu těch, kdo byvše oněmi zprávami povzbuzeni, hodlají věnovati se zvěrolékařství. Zvěrolékařská komora dává budoucím kandidátům zvěrolékařství na uváženou, že hospodářská situace zvěrolékařů, provozujících soukromou praxi, stává se čím dále tím neutěšenější, neboť počet jejich neustále vzrůstá. Sluší také poukázati na četné palčité, kteří zvěrolékaře v jejich praxi velice poškozují. Jest sice pravda, že na Slovensku a v Podkarpatské Rusi jsou četné okresy, v nichž zvěrolékaři není, ale sluší také uvážiti, že chovatelé zvířat pomoci zvěrolékaře pro zvířata svá z různých příčin pouze zřídka se dožadují, naproti tomu v Čechách, na Moravě a ve Slezsku jest usazeno — se zřetelem na poptávku po nich — tolik zvěrolékařů, že se mezi nimi rozpoutává nejkrutější boj existenční. Z těchto skutečností jest patrno, že stav zvěrolékařský nemá ustálen, na různých; bližší zprávy podá interesentům Zvěrolékařská komora (Praha XII., Brandlova 11) ústně. (559, 218, 1070, 457)
rate-label: 100 polských zlotých (1079, 556, 1246, 574)
rate-unit: „ (1574, 574, 1583, 591)
article-title: Nová aféra? (1108, 1053, 1205, 1069)
article: * Dary odvedené naší administraci. Při svatbě p. Jar. Bezry a sl. A. Hykové v Praze VII. vybráno Útulnu slepých dívek na Kampě Kč 110.—. K uct. pam. zemř. maminky vén. nejm. Deylovu úst. Kč 20.—. Slečh. B. J. vén. Vincentinu Kč 12.—. Neimenován pro Jubil. Kč 10.— Druzíně celer. Kč 10.—. K uct. pam. p. Viktora Augusty vén. pí M. Strejčková, Poděbrady, Kč 100.— Masar. lize proti tuberkulose. (52, 895, 550, 990)
rate-value: 0·0476³/₈ (1604, 538, 1677, 556)
article-title: O používání názvu „inženýr“. (1104, 826, 1328, 843)
rate-value: 17·25 (1631, 699, 1677, 717)
intro-text: provádí restrikce ve vlastním rámci. Podle přibližného rozpočtu vyplatí 80—90 mil. Kč. Částečnou restrikci učitelů a učitelek škol obecných a měšťanských provádí politická správa. Tato restrikce vyžádá si částku 10 milionů Kč. Celkový náklad restrikční v těchto již skupin bude tedy asi 170 milionů Kč, ač není vyloučeno, že rozpočet dostoupí výše 200 mil. Kč. (1079, 745, 1677, 825)
rate-label: 100 italských lir (1079, 663, 1207, 681)
article-list (52, 271, 550, 1522)
article-title: Jak Hlinka pracuje. (1104, 1137, 1257, 1152)
issue-info: Číslo 208 31. července 1925. (57, 174, 296, 197)
article-text: přijal včera, 30. července 1925, rev. Charlesa S. Macfarlanda, generálního sekretáře Federální rady amerických církví Kristových v New Yorku. (52, 271, 550, 319)
rate-label: 100 holandských zlatých (1079, 681, 1275, 699)
rate-label: 1 libra šterlinků (1079, 609, 1207, 627)
separator-dots: • • • (1360, 382, 1395, 397)
article: * Návštěva ministra veřejných prací kraj. výstavy berounské. V pondělí navštívil ministr veřejných prací A. Srba v doprovodu presidiálního přednosty Inž. Syrovátky a vrchního stavebního rady Inž. Kamoutka krajinskou výstavu v Berouně. Zájezdu súčastnili se též pp. posl. Johanis a Koudelka. Na výstavišti uvítáni byli výstavním výborem, starostou a zástupci města a okresu, jakož i zástupcem okresní politické správy v Hořovicích. Po prohlídce zajímavé výstavy shlédl ministr stavby státních obytných domů v Berouně, celkem o 22 bytech pro civilní zaměstnance. (52, 992, 551, 1135)
article-title: Zemský sjezd holičů v Č. Budějovicích. (592, 748, 935, 764)
article: * Pravoslavný metropolita Dionisij z Varšavy, představitel samostatné pravoslavné církve v Polsku, odjede tyto dny do Karlových Varů na léčení. V jeho nepřítomnosti bude ho zastupovat grodenský biskup Alekséj a rektor duchovního semináře ve Vilně, biskup Antonij. (52, 386, 550, 450)
kurs-date: 30. července: (1316, 270, 1439, 290)
masthead: NÁRODNÍ POLITIKA (717, 171, 1013, 199)
article: * Z Lovčic u Čáslavě. V restauraci „U Ježíška“ v Praze, dne 26. t. m. při svatbě Jarušky Komberecové-Vrbové z Lovčic a Jožky Komberce, správce školy ze Chocebaz, pamatovali svatebčané na Ústřední matici školskou darem 100 Kč. (52, 829, 551, 893)
article-text: představitel samostatné pravoslavné církve v Polsku, odjede tyto dny do Karlových Varů na léčení. V jeho nepřítomnosti bude ho zastupovat grodenský biskup Alekséj a rektor duchovního semináře ve Vilně, biskup Antonij. (52, 386, 550, 450)
rate-value: 0·0477¹/₂ (1604, 520, 1677, 538)
rate-row (1079, 645, 1677, 663)
article: * Invalidé a pozemková reforma. Z Užhorodu se oznamuje, že ruští váleční poškození v Podkarpatské Rusi prostřednictvím deputace, vedené soc. demokratickým poslancem Němcem, předložili ministru předsedovi státního Pozemkového úřadu v Praze pamětní spis, v němž se dožadují zavedení odprodeje pozemků z volné ruky. Invalidé domáhají se zejména toho, aby pozemky, které jim byly zákonem o pozemkové reformě zajištěny, dále přidělení půdy malorolníkům a nemajetným, jakož i dlouhodobého pronajímání a přidělení půdy vojenským a invalidním kolonistům. Na ředitelství pozemkovém uvítali deputaci a předseda jim oznámil, že bylo vzato zřetel, také těch občanů, kteří se zúčastnili záboru pozemkového majetku. (1079, 908, 1677, 1051)
article-title: Invalidé a pozemková reforma. (1107, 908, 1355, 924)
article-title: Vystoupili z komunistické strany. (1104, 1087, 1361, 1103)
article: * Hasičská župa vodňanská č. 79 pořádá v neděli dne 2. srpna ve Vodňanech župní sjezd, spojený s oslavou 50letého trvání sboru předsedy členů sboru ve Vodňanech pod protektorátem sl. okres. správy a p. městské rady ve Vodňanech. Provedeny budou cvičení a přátelské sbory. (559, 1086, 1070, 1150)
